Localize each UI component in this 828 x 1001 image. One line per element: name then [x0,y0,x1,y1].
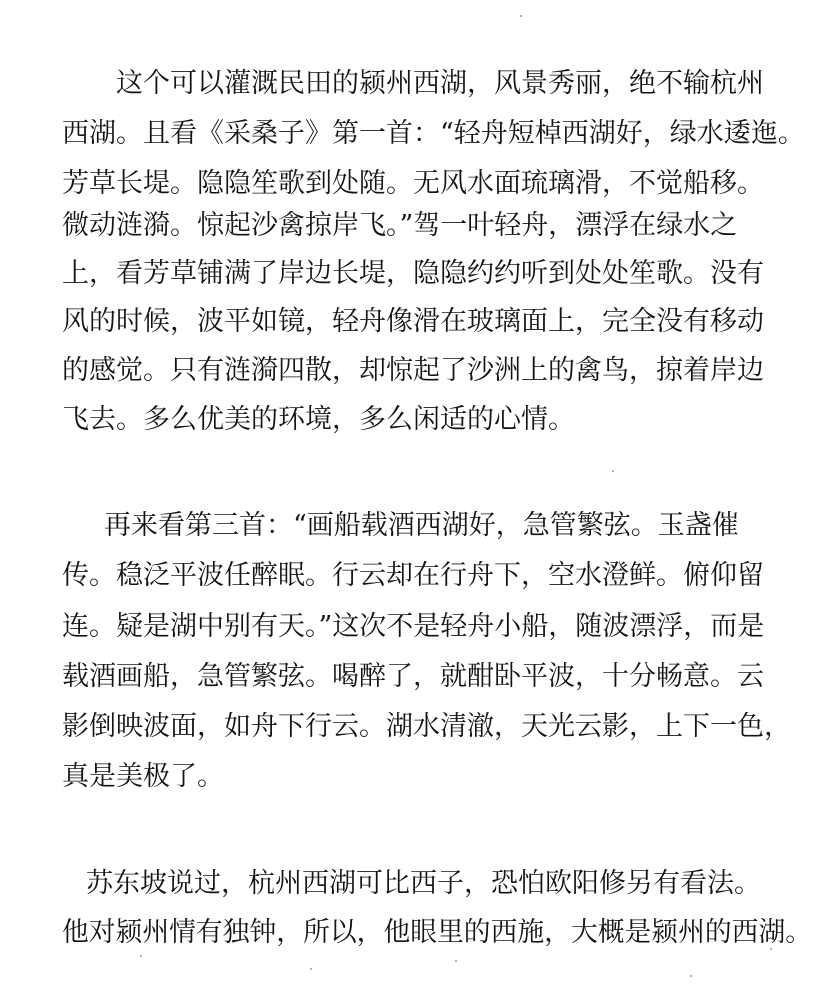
text-line: 的感觉。只有涟漪四散，却惊起了沙洲上的禽鸟，掠着岸边 [62,355,764,386]
scan-speck [140,955,142,957]
text-line: 飞去。多么优美的环境，多么闲适的心情。 [62,404,575,435]
text-line: 载酒画船，急管繁弦。喝醉了，就酣卧平波，十分畅意。云 [62,661,764,692]
text-line: 芳草长堤。隐隐笙歌到处随。无风水面琉璃滑，不觉船移。 [62,168,764,199]
text-line: 苏东坡说过，杭州西湖可比西子，恐怕欧阳修另有看法。 [86,868,761,899]
scan-speck [612,470,614,472]
text-line: 再来看第三首：“画船载酒西湖好，急管繁弦。玉盏催 [104,510,739,541]
scan-speck [690,975,692,977]
text-line: 微动涟漪。惊起沙禽掠岸飞。”驾一叶轻舟，漂浮在绿水之 [62,210,738,241]
scan-speck [520,15,522,17]
text-line: 这个可以灌溉民田的颍州西湖，风景秀丽，绝不输杭州 [116,68,764,99]
text-line: 传。稳泛平波任醉眠。行云却在行舟下，空水澄鲜。俯仰留 [62,560,764,591]
scan-speck [455,960,457,962]
scan-speck [310,968,312,970]
text-line: 西湖。且看《采桑子》第一首：“轻舟短棹西湖好，绿水逶迤。 [62,118,805,149]
text-line: 他对颍州情有独钟，所以，他眼里的西施，大概是颍州的西湖。 [62,917,813,948]
text-line: 上，看芳草铺满了岸边长堤，隐隐约约听到处处笙歌。没有 [62,258,764,289]
text-line: 影倒映波面，如舟下行云。湖水清澈，天光云影，上下一色， [62,711,791,742]
text-line: 风的时候，波平如镜，轻舟像滑在玻璃面上，完全没有移动 [62,306,764,337]
scan-speck [770,948,772,950]
text-line: 真是美极了。 [62,761,224,792]
text-line: 连。疑是湖中别有天。”这次不是轻舟小船，随波漂浮，而是 [62,611,765,642]
